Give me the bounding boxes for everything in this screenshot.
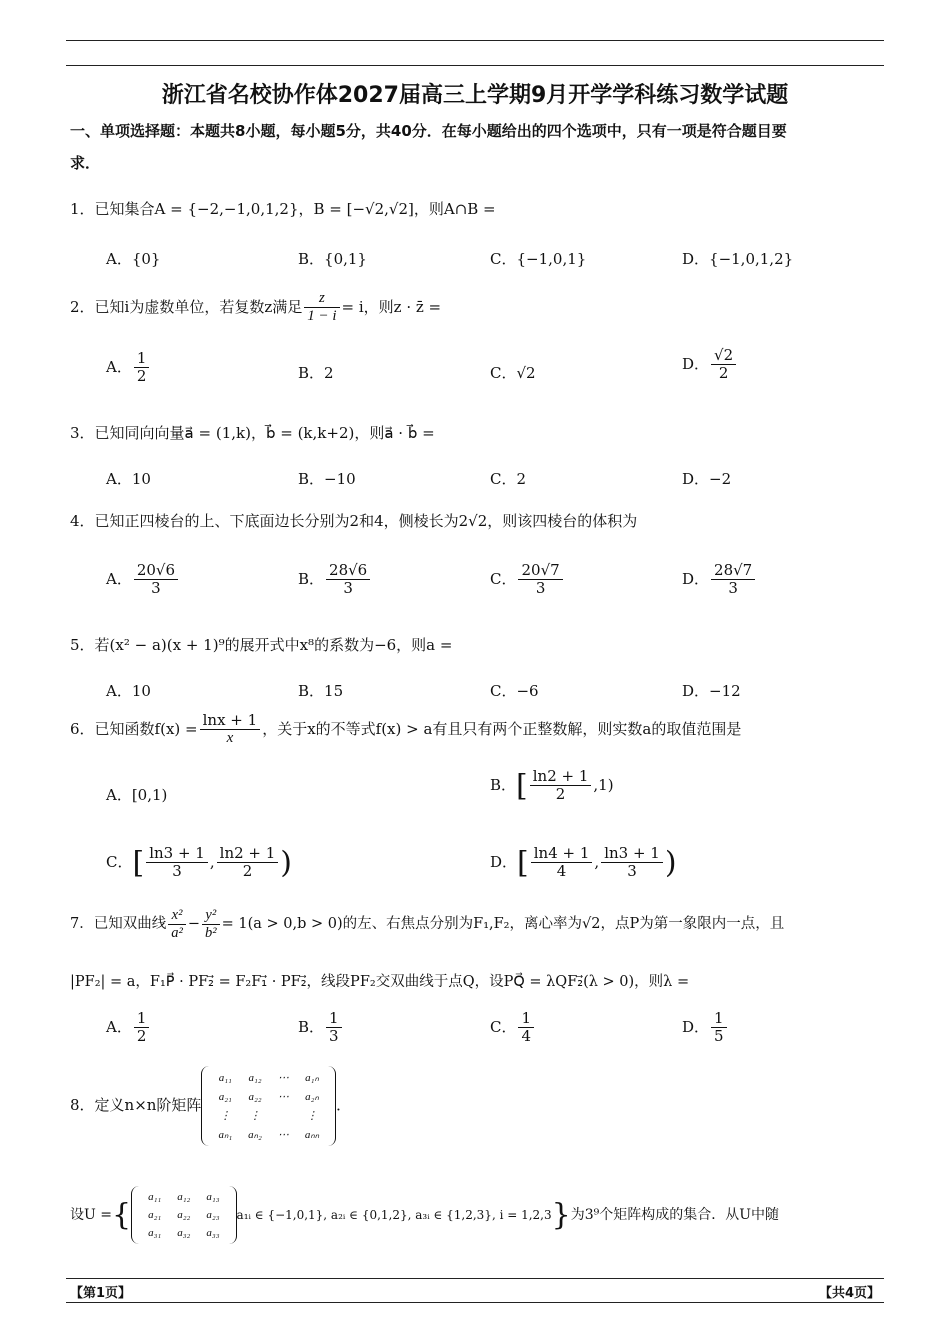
question-1: 1．已知集合A = {−2,−1,0,1,2}，B = [−√2,√2]，则A∩B = [70, 200, 496, 218]
page-number: 【第1页】 [70, 1286, 132, 1301]
section-heading-cont: 求． [70, 154, 101, 172]
question-7: 7．已知双曲线 $\frac{\text{x²}}{\text{a²}}$ − $\frac{\text{y²}}{\text{b²}}$ = 1(a > 0,b > 0)的左、右焦点分别为F₁,F₂，离心率为√2，点P为第一象限内一点，且 [70, 907, 785, 941]
q6-option-d: D．[ $\frac{\ln 4 + 1}{4}$ , $\frac{\ln 3 + 1}{3}$ ) [490, 844, 677, 881]
q1-option-c: C．{−1,0,1} [490, 250, 587, 268]
section-heading: 一、单项选择题：本题共8小题，每小题5分，共40分．在每小题给出的四个选项中，只有一项是符合题目要 [70, 122, 787, 140]
bottom-rule [66, 1302, 884, 1303]
question-2: 2．已知i为虚数单位，若复数z满足 $\frac{z}{1 - i}$ = i，则z · z̄ = [70, 290, 442, 325]
q4-option-a: A． $\frac{20√6}{3}$ [106, 562, 180, 598]
question-6: 6．已知函数f(x) = $\frac{\ln x + 1}{x}$ ，关于x的不等式f(x) > a有且只有两个正整数解，则实数a的取值范围是 [70, 711, 742, 747]
q2-option-b: B．2 [298, 364, 334, 382]
q5-option-c: C．−6 [490, 682, 539, 700]
q1-option-a: A．{0} [106, 250, 161, 268]
q1-option-b: B．{0,1} [298, 250, 367, 268]
q3-option-a: A．10 [106, 470, 151, 488]
q6-option-b: B．[ $\frac{\ln 2 + 1}{2}$ ,1) [490, 767, 614, 804]
matrix-3x3: a₁₁ a₁₂ a₁₃ a₂₁ a₂₂ a₂₃ a₃₁ a₃₂ a₃₃ [131, 1186, 236, 1244]
footer-rule [66, 1278, 884, 1279]
q5-option-d: D．−12 [682, 682, 741, 700]
q7-option-c: C． $\frac{1}{4}$ [490, 1010, 536, 1046]
q3-option-b: B．−10 [298, 470, 356, 488]
header-rule [66, 65, 884, 66]
question-8: 8．定义n×n阶矩阵 a₁₁ a₁₂ ⋯ a₁ₙ a₂₁ a₂₂ ⋯ a₂ₙ ⋮ ⋮ ⋮ aₙ₁ aₙ₂ ⋯ aₙₙ ． [70, 1066, 351, 1146]
q1-option-d: D．{−1,0,1,2} [682, 250, 794, 268]
q7-option-b: B． $\frac{1}{3}$ [298, 1010, 344, 1046]
q5-option-a: A．10 [106, 682, 151, 700]
q6-option-a: A．[0,1) [106, 786, 168, 804]
q4-option-b: B． $\frac{28√6}{3}$ [298, 562, 372, 598]
top-rule [66, 40, 884, 41]
question-7-line2: |PF₂| = a，F₁P⃗ · PF₂⃗ = F₂F₁⃗ · PF₂⃗，线段PF₂交双曲线于点Q，设PQ⃗ = λQF₂⃗(λ > 0)，则λ = [70, 974, 690, 990]
q5-option-b: B．15 [298, 682, 344, 700]
q6-option-c: C．[ $\frac{\ln 3 + 1}{3}$ , $\frac{\ln 2 + 1}{2}$ ) [106, 844, 293, 881]
q7-option-d: D． $\frac{1}{5}$ [682, 1010, 729, 1046]
q3-option-c: C．2 [490, 470, 527, 488]
total-pages: 【共4页】 [818, 1286, 880, 1301]
question-8-line2: 设U ={ a₁₁ a₁₂ a₁₃ a₂₁ a₂₂ a₂₃ a₃₁ a₃₂ a₃₃ a₁ᵢ ∈ {−1,0,1}, a₂ᵢ ∈ {0,1,2}, a₃ᵢ ∈ {1,2,3}, i = 1,2,3}为3⁹个矩阵构成的集合．从U中随 [70, 1186, 779, 1244]
q4-option-c: C． $\frac{20√7}{3}$ [490, 562, 565, 598]
page-title: 浙江省名校协作体2027届高三上学期9月开学学科练习数学试题 [161, 83, 789, 108]
question-4: 4．已知正四棱台的上、下底面边长分别为2和4，侧棱长为2√2，则该四棱台的体积为 [70, 512, 638, 530]
q2-option-c: C．√2 [490, 364, 536, 382]
q3-option-d: D．−2 [682, 470, 732, 488]
q2-option-a: A． $\frac{1}{2}$ [106, 350, 151, 386]
question-3: 3．已知同向向量a⃗ = (1,k)，b⃗ = (k,k+2)，则a⃗ · b⃗ = [70, 424, 435, 442]
q2-option-d: D． $\frac{√2}{2}$ [682, 347, 738, 383]
matrix-nxn: a₁₁ a₁₂ ⋯ a₁ₙ a₂₁ a₂₂ ⋯ a₂ₙ ⋮ ⋮ ⋮ aₙ₁ aₙ₂ ⋯ aₙₙ [201, 1066, 336, 1146]
q7-option-a: A． $\frac{1}{2}$ [106, 1010, 151, 1046]
question-5: 5．若(x² − a)(x + 1)⁹的展开式中x⁸的系数为−6，则a = [70, 636, 453, 654]
q4-option-d: D． $\frac{28√7}{3}$ [682, 562, 757, 598]
